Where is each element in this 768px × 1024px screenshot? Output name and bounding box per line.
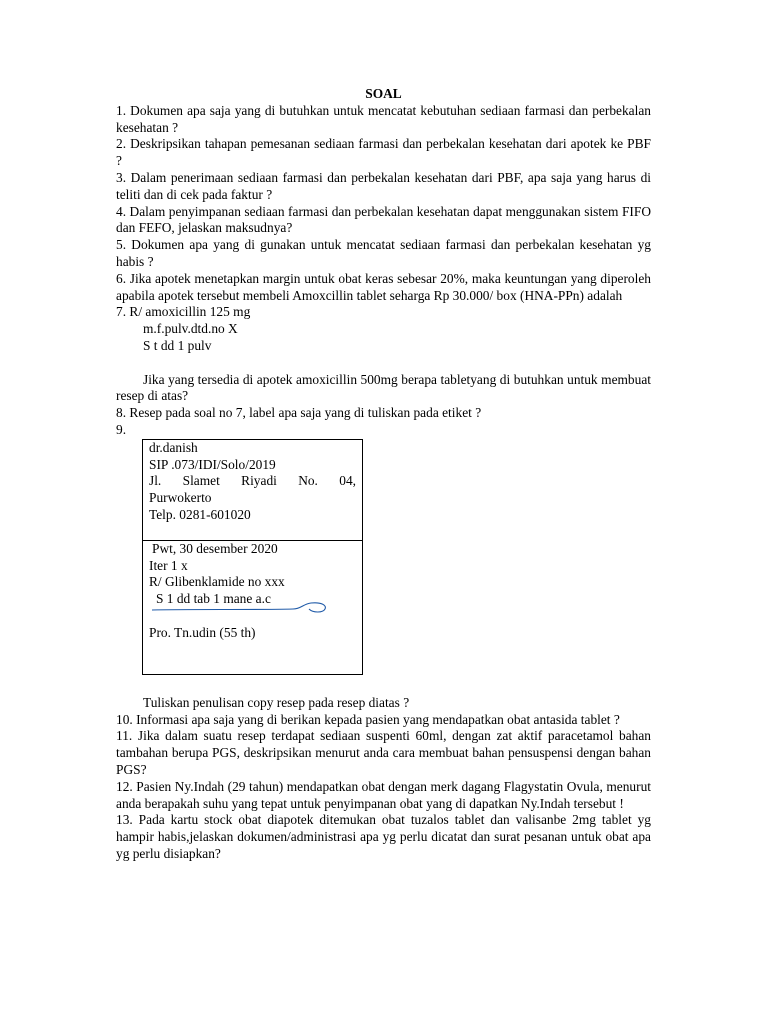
question-7-recipe-line-3: S t dd 1 pulv	[143, 337, 212, 353]
question-7-text: Jika yang tersedia di apotek amoxicillin 500mg berapa tabletyang di butuhkan untuk membuat resep di atas?	[116, 371, 651, 404]
question-9-text: Tuliskan penulisan copy resep pada resep diatas ?	[143, 694, 410, 710]
prescription-body	[143, 541, 362, 674]
prescription-iter: Iter 1 x	[149, 557, 188, 573]
question-11: 11. Jika dalam suatu resep terdapat sediaan suspenti 60ml, dengan zat aktif paracetamol bahan tambahan berupa PGS, deskripsikan menurut anda cara membuat bahan pensuspensi dengan bahan PGS?	[116, 728, 651, 777]
prescription-signa: S 1 dd tab 1 mane a.c	[156, 591, 271, 607]
question-5: 5. Dokumen apa yang di gunakan untuk mencatat sediaan farmasi dan perbekalan kesehatan yg habis ?	[116, 237, 651, 269]
handwritten-underline-mark	[151, 601, 333, 615]
question-2: 2. Deskripsikan tahapan pemesanan sediaan farmasi dan perbekalan kesehatan dari apotek ke PBF ?	[116, 136, 651, 169]
doctor-name: dr.danish	[149, 439, 198, 455]
question-9-number: 9.	[116, 421, 127, 437]
question-6: 6. Jika apotek menetapkan margin untuk obat keras sebesar 20%, maka keuntungan yang diperoleh apabila apotek tersebut membeli Amoxcillin tablet seharga Rp 30.000/ box (HNA-PPn) adalah	[116, 270, 651, 303]
spacer	[116, 355, 651, 372]
doctor-sip: SIP .073/IDI/Solo/2019	[149, 456, 276, 472]
question-1: 1. Dokumen apa saja yang di butuhkan untuk mencatat kebutuhan sediaan farmasi dan perbekalan kesehatan ?	[116, 102, 651, 135]
question-3: 3. Dalam penerimaan sediaan farmasi dan perbekalan kesehatan dari PBF, apa saja yang harus di teliti dan di cek pada faktur ?	[116, 169, 651, 202]
question-12: 12. Pasien Ny.Indah (29 tahun) mendapatkan obat dengan merk dagang Flagystatin Ovula, menurut anda berapakah suhu yang tepat untuk penyimpanan obat yang di dapatkan Ny.Indah tersebut !	[116, 778, 651, 811]
page-title: SOAL	[365, 86, 402, 101]
prescription-recipe: R/ Glibenklamide no xxx	[149, 574, 285, 590]
question-7-recipe-line-1: 7. R/ amoxicillin 125 mg	[116, 304, 251, 320]
question-4: 4. Dalam penyimpanan sediaan farmasi dan perbekalan kesehatan dapat menggunakan sistem FIFO dan FEFO, jelaskan maksudnya?	[116, 203, 651, 236]
question-10: 10. Informasi apa saja yang di berikan kepada pasien yang mendapatkan obat antasida tablet ?	[116, 711, 620, 727]
question-7-recipe-line-2: m.f.pulv.dtd.no X	[143, 321, 238, 337]
prescription-patient: Pro. Tn.udin (55 th)	[149, 624, 256, 640]
prescription-box	[142, 439, 363, 675]
doctor-address-line-2: Purwokerto	[149, 490, 212, 506]
doctor-phone: Telp. 0281-601020	[149, 506, 251, 522]
spacer	[116, 675, 651, 695]
doctor-address-line-1: Jl. Slamet Riyadi No. 04,	[149, 473, 356, 489]
document-page	[116, 86, 651, 863]
prescription-header	[143, 440, 362, 541]
prescription-date: Pwt, 30 desember 2020	[152, 540, 278, 556]
prescription-signa-row	[149, 591, 356, 608]
question-13: 13. Pada kartu stock obat diapotek ditemukan obat tuzalos tablet dan valisanbe 2mg tablet yg hampir habis,jelaskan dokumen/administrasi apa yg perlu dicatat dan surat pesanan untuk obat apa yg perlu disiapkan?	[116, 812, 651, 861]
question-8: 8. Resep pada soal no 7, label apa saja yang di tuliskan pada etiket ?	[116, 405, 482, 421]
